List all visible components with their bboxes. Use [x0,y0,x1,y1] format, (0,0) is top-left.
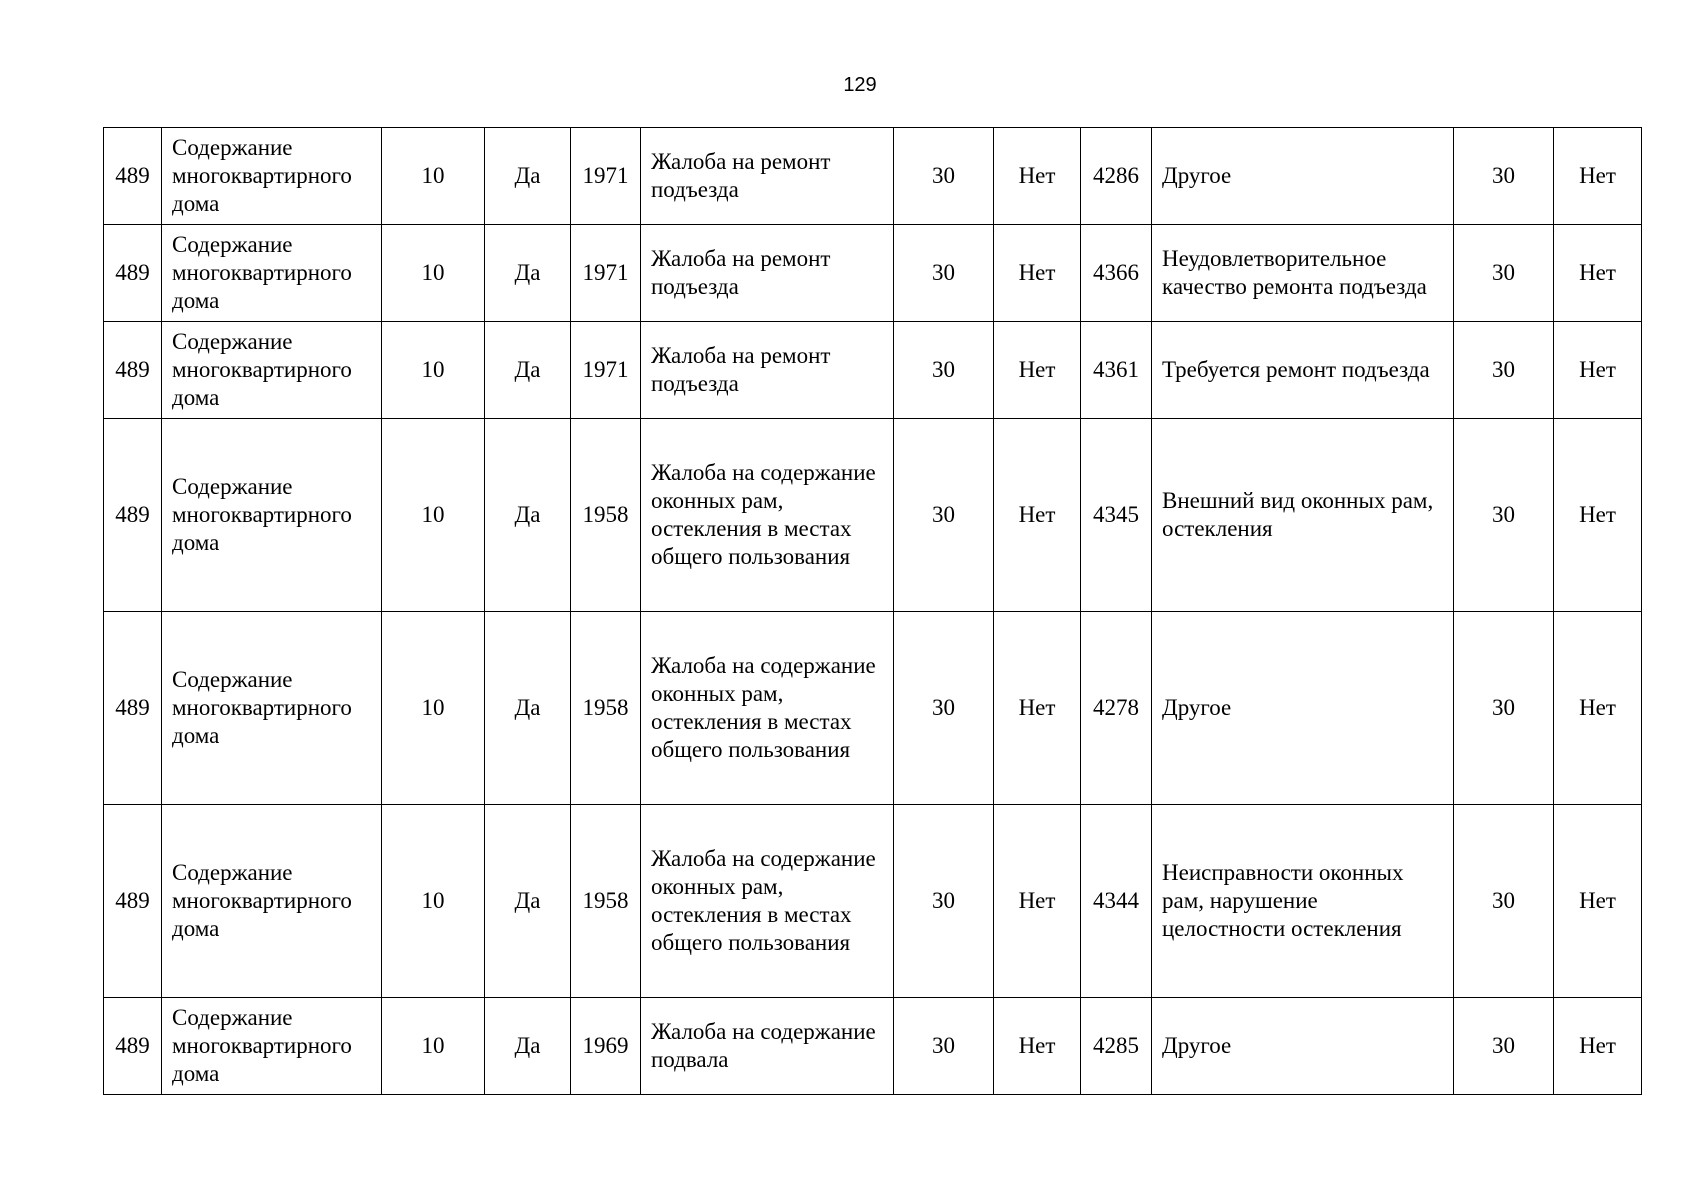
cell-value: 10 [382,612,485,805]
cell-code: 489 [104,805,162,998]
cell-category: Содержание многоквартирного дома [162,322,382,419]
cell-code: 489 [104,322,162,419]
cell-topic-code: 1958 [571,419,641,612]
table-row [104,612,1642,805]
cell-flag: Да [485,419,571,612]
cell-value: 10 [382,225,485,322]
cell-days: 30 [1454,805,1554,998]
cell-value: 10 [382,419,485,612]
cell-flag: Нет [994,419,1081,612]
table-row [104,805,1642,998]
cell-category: Содержание многоквартирного дома [162,612,382,805]
cell-topic-code: 1971 [571,322,641,419]
cell-topic: Жалоба на ремонт подъезда [641,225,894,322]
page-number: 129 [843,74,877,96]
table-row [104,225,1642,322]
table-row [104,128,1642,225]
cell-days: 30 [1454,322,1554,419]
cell-category: Содержание многоквартирного дома [162,419,382,612]
cell-days: 30 [1454,225,1554,322]
cell-subtopic-code: 4285 [1081,998,1152,1095]
cell-subtopic-code: 4286 [1081,128,1152,225]
cell-subtopic-code: 4278 [1081,612,1152,805]
cell-topic: Жалоба на содержание оконных рам, остекления в местах общего пользования [641,419,894,612]
cell-days: 30 [894,612,994,805]
cell-category: Содержание многоквартирного дома [162,805,382,998]
cell-days: 30 [894,805,994,998]
cell-days: 30 [894,322,994,419]
cell-flag: Нет [1554,612,1642,805]
cell-subtopic-code: 4361 [1081,322,1152,419]
cell-subtopic: Другое [1152,128,1454,225]
cell-days: 30 [894,998,994,1095]
cell-flag: Нет [1554,805,1642,998]
cell-flag: Да [485,225,571,322]
cell-flag: Нет [994,612,1081,805]
cell-topic: Жалоба на ремонт подъезда [641,322,894,419]
cell-subtopic: Другое [1152,612,1454,805]
cell-subtopic: Внешний вид оконных рам, остекления [1152,419,1454,612]
cell-days: 30 [1454,419,1554,612]
cell-topic-code: 1958 [571,805,641,998]
cell-code: 489 [104,612,162,805]
cell-flag: Да [485,322,571,419]
cell-value: 10 [382,128,485,225]
cell-days: 30 [894,128,994,225]
cell-flag: Нет [994,805,1081,998]
cell-flag: Нет [1554,419,1642,612]
cell-topic-code: 1969 [571,998,641,1095]
table-row [104,322,1642,419]
cell-days: 30 [894,419,994,612]
cell-topic: Жалоба на содержание подвала [641,998,894,1095]
cell-flag: Нет [1554,225,1642,322]
cell-flag: Нет [1554,322,1642,419]
cell-flag: Да [485,998,571,1095]
cell-code: 489 [104,419,162,612]
cell-subtopic: Неудовлетворительное качество ремонта подъезда [1152,225,1454,322]
cell-flag: Нет [1554,998,1642,1095]
cell-code: 489 [104,128,162,225]
cell-value: 10 [382,322,485,419]
cell-subtopic-code: 4344 [1081,805,1152,998]
cell-value: 10 [382,998,485,1095]
cell-flag: Да [485,805,571,998]
cell-topic-code: 1958 [571,612,641,805]
cell-topic: Жалоба на содержание оконных рам, остекления в местах общего пользования [641,612,894,805]
cell-topic-code: 1971 [571,225,641,322]
cell-code: 489 [104,225,162,322]
cell-subtopic: Требуется ремонт подъезда [1152,322,1454,419]
cell-subtopic: Другое [1152,998,1454,1095]
cell-category: Содержание многоквартирного дома [162,225,382,322]
cell-topic: Жалоба на ремонт подъезда [641,128,894,225]
cell-flag: Да [485,612,571,805]
cell-code: 489 [104,998,162,1095]
cell-days: 30 [1454,998,1554,1095]
cell-topic-code: 1971 [571,128,641,225]
cell-subtopic-code: 4366 [1081,225,1152,322]
cell-flag: Нет [994,128,1081,225]
cell-category: Содержание многоквартирного дома [162,128,382,225]
table-row [104,998,1642,1095]
cell-flag: Нет [994,322,1081,419]
cell-subtopic: Неисправности оконных рам, нарушение целостности остекления [1152,805,1454,998]
cell-subtopic-code: 4345 [1081,419,1152,612]
cell-category: Содержание многоквартирного дома [162,998,382,1095]
cell-days: 30 [1454,612,1554,805]
cell-flag: Нет [1554,128,1642,225]
data-table [103,127,1642,1095]
cell-flag: Да [485,128,571,225]
table-row [104,419,1642,612]
cell-days: 30 [1454,128,1554,225]
cell-flag: Нет [994,998,1081,1095]
cell-topic: Жалоба на содержание оконных рам, остекления в местах общего пользования [641,805,894,998]
cell-value: 10 [382,805,485,998]
cell-days: 30 [894,225,994,322]
cell-flag: Нет [994,225,1081,322]
